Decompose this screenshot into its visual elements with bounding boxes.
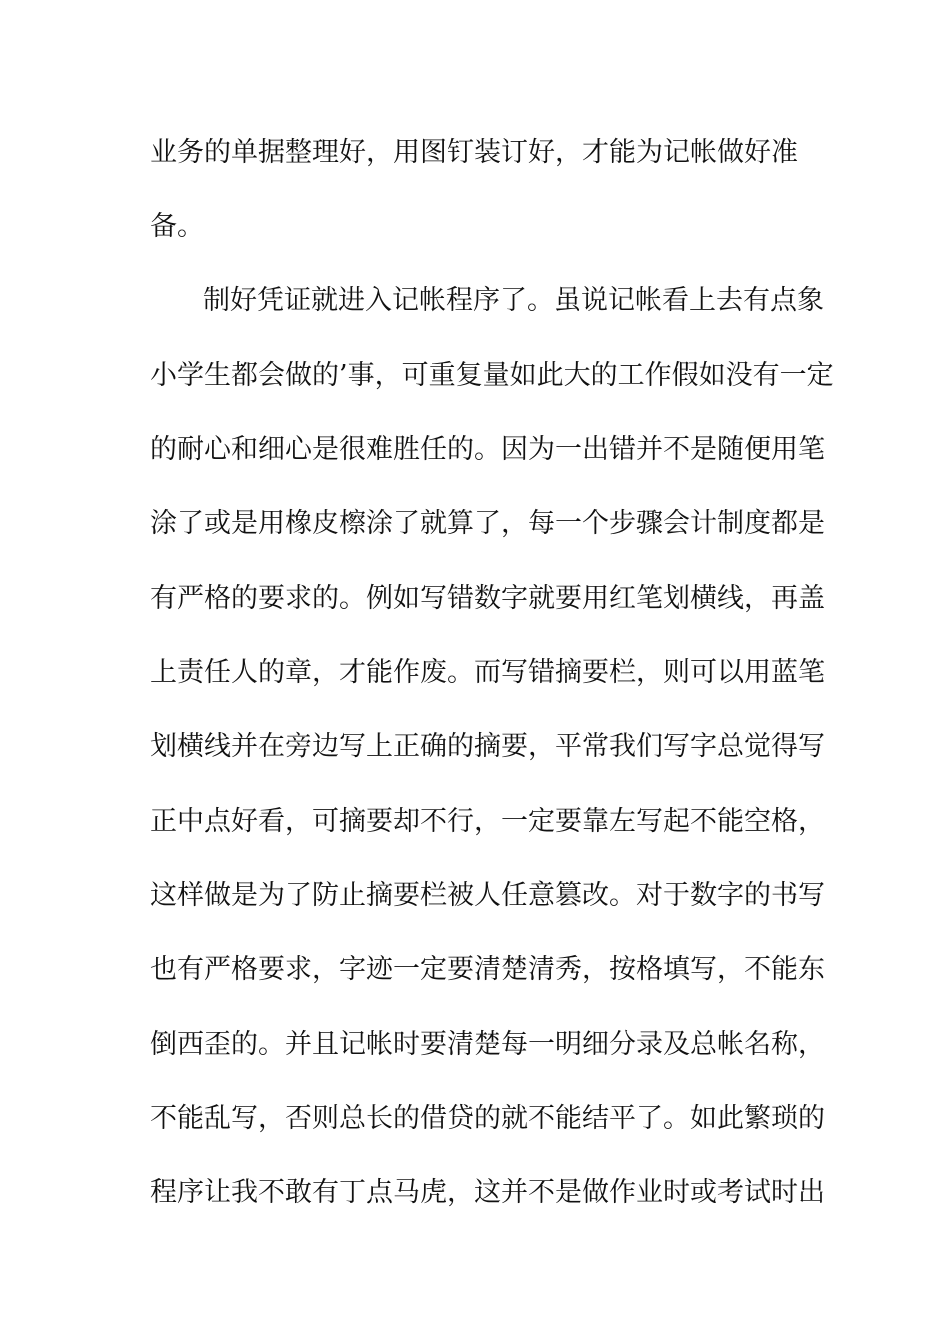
paragraph-start-line: 制好凭证就进入记帐程序了。虽说记帐看上去有点象 [203, 285, 824, 316]
text-line-15: 程序让我不敢有丁点马虎，这并不是做作业时或考试时出 [150, 1177, 825, 1208]
text-line-6: 涂了或是用橡皮檫涂了就算了，每一个步骤会计制度都是 [150, 508, 825, 539]
text-line-7: 有严格的要求的。例如写错数字就要用红笔划横线，再盖 [150, 583, 825, 614]
text-line-13: 倒西歪的。并且记帐时要清楚每一明细分录及总帐名称， [150, 1029, 825, 1060]
text-line-1: 业务的单据整理好，用图钉装订好，才能为记帐做好准 [150, 137, 798, 168]
text-line-12: 也有严格要求，字迹一定要清楚清秀，按格填写，不能东 [150, 954, 825, 985]
text-line-11: 这样做是为了防止摘要栏被人任意篡改。对于数字的书写 [150, 880, 825, 911]
text-line-2: 备。 [150, 211, 204, 242]
text-line-10: 正中点好看，可摘要却不行，一定要靠左写起不能空格， [150, 806, 825, 837]
text-line-4: 小学生都会做的’事，可重复量如此大的工作假如没有一定 [150, 360, 834, 391]
text-line-14: 不能乱写，否则总长的借贷的就不能结平了。如此繁琐的 [150, 1103, 825, 1134]
text-line-9: 划横线并在旁边写上正确的摘要，平常我们写字总觉得写 [150, 731, 825, 762]
text-line-5: 的耐心和细心是很难胜任的。因为一出错并不是随便用笔 [150, 434, 825, 465]
text-line-8: 上责任人的章，才能作废。而写错摘要栏，则可以用蓝笔 [150, 657, 825, 688]
